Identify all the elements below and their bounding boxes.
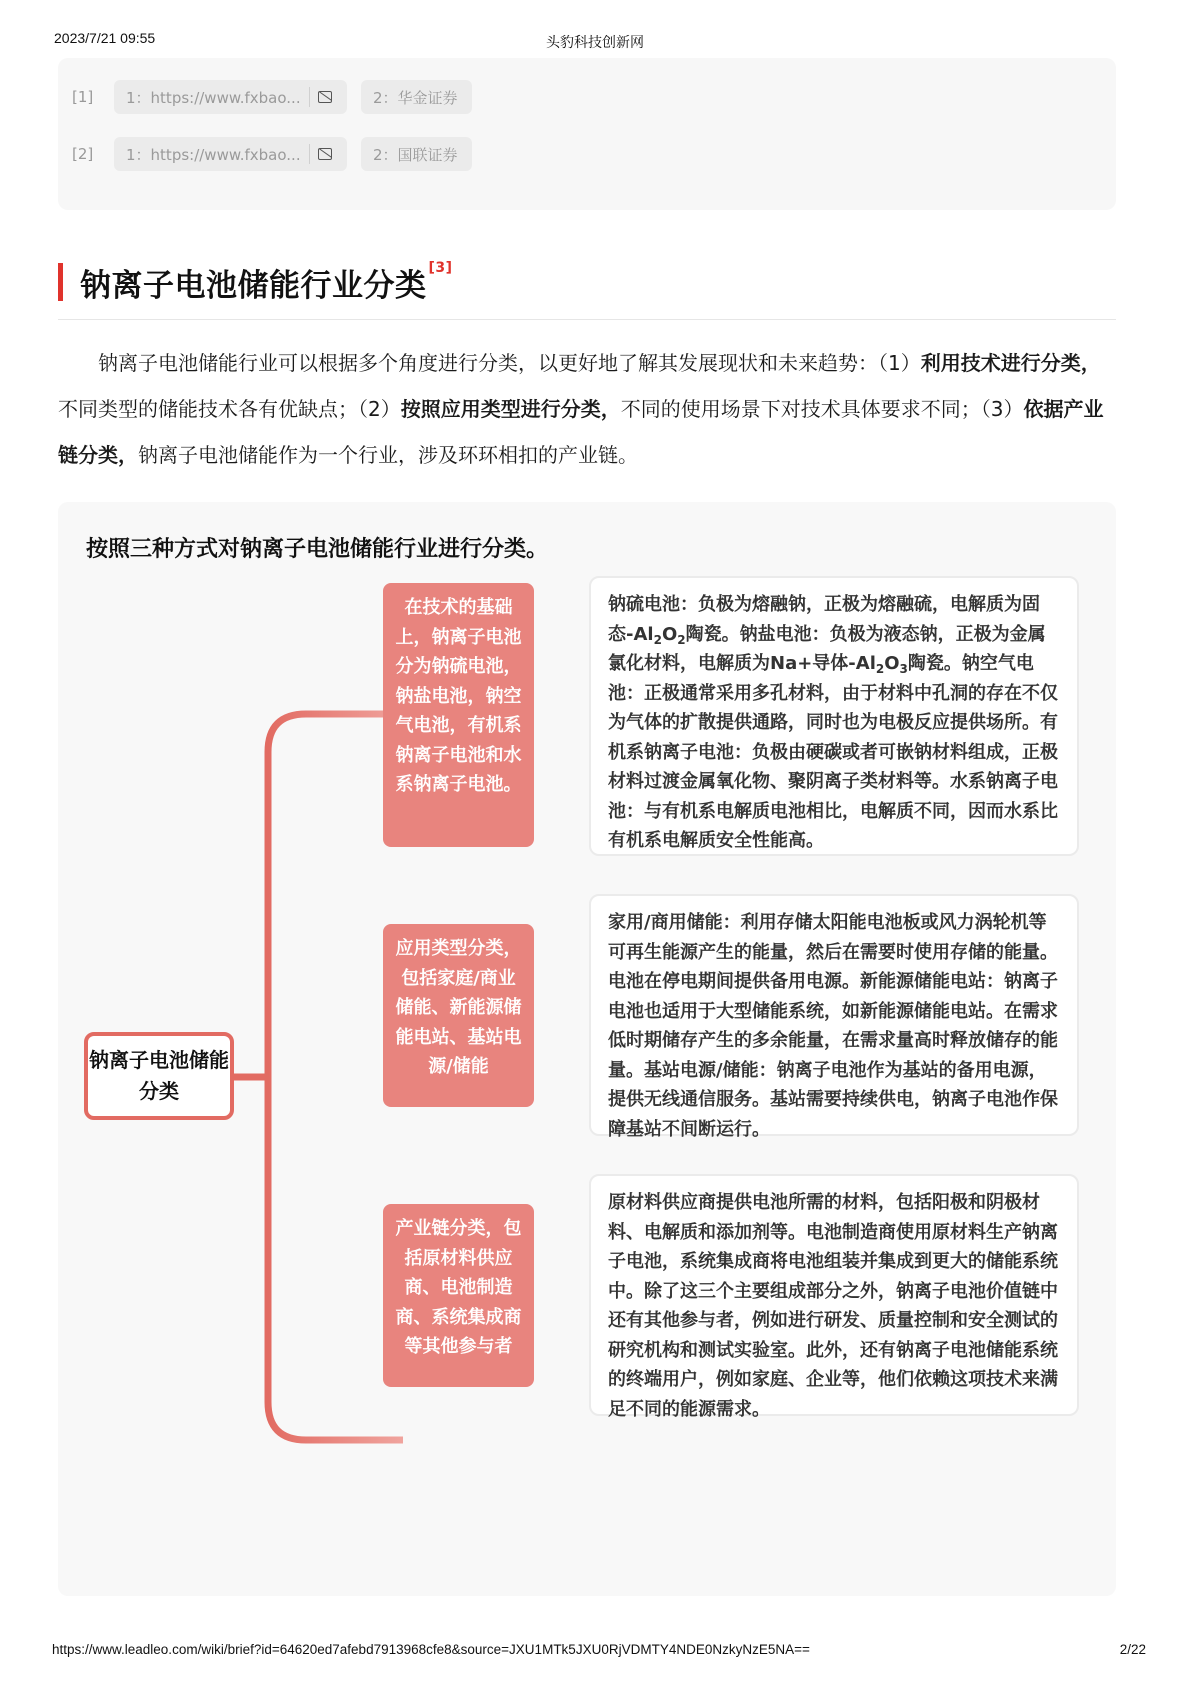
leaf-text: 陶瓷。钠盐电池：负极为液态钠，正极为金属氯化材料，电解质为Na+导体-Al <box>608 623 1046 674</box>
branch-node-industry-chain: 产业链分类，包括原材料供应商、电池制造商、系统集成商等其他参与者 <box>383 1204 534 1387</box>
leaf-node-application-detail: 家用/商用储能：利用存储太阳能电池板或风力涡轮机等可再生能源产生的能量，然后在需要时使用存储的能量。电池在停电期间提供备用电源。新能源储能电站：钠离子电池也适用于大型储能系统，如新能源储能电站。在需求低时期储存产生的多余能量，在需求量高时释放储存的能量。基站电源/储能：钠离子电池作为基站的备用电源，提供无线通信服务。基站需要持续供电，钠离子电池作保障基站不间断运行。 <box>589 894 1079 1136</box>
reference-index: [2] <box>72 145 94 163</box>
intro-text: 钠离子电池储能作为一个行业，涉及环环相扣的产业链。 <box>138 443 638 467</box>
reference-link-chip[interactable] <box>114 80 347 114</box>
print-header <box>0 30 1190 50</box>
intro-text: 钠离子电池储能行业可以根据多个角度进行分类，以更好地了解其发展现状和未来趋势：（1） <box>98 351 921 375</box>
reference-source-chip[interactable] <box>361 137 472 171</box>
references-card <box>58 58 1116 210</box>
mindmap-root-node: 钠离子电池储能分类 <box>84 1032 234 1120</box>
section-divider <box>58 319 1116 320</box>
print-datetime: 2023/7/21 09:55 <box>54 30 156 46</box>
subscript: 2 <box>653 632 662 647</box>
leaf-node-industry-chain-detail: 原材料供应商提供电池所需的材料，包括阳极和阴极材料、电解质和添加剂等。电池制造商使用原材料生产钠离子电池，系统集成商将电池组装并集成到更大的储能系统中。除了这三个主要组成部分之外，钠离子电池价值链中还有其他参与者，例如进行研发、质量控制和安全测试的研究机构和测试实验室。此外，还有钠离子电池储能系统的终端用户，例如家庭、企业等，他们依赖这项技术来满足不同的能源需求。 <box>589 1174 1079 1416</box>
intro-text: 不同的使用场景下对技术具体要求不同；（3） <box>620 397 1024 421</box>
intro-emphasis: 按照应用类型进行分类， <box>400 397 621 421</box>
section-title-text: 钠离子电池储能行业分类 <box>80 267 427 304</box>
reference-source-label: 2：国联证券 <box>373 145 458 164</box>
print-url: https://www.leadleo.com/wiki/brief?id=64620ed7afebd7913968cfe8&source=JXU1MTk5JXU0RjVDMTY4NDE0NzkyNzE5NA== <box>52 1642 810 1657</box>
chip-divider <box>309 87 310 107</box>
leaf-text: 陶瓷。钠空气电池：正极通常采用多孔材料，由于材料中孔洞的存在不仅为气体的扩散提供通路，同时也为电极反应提供场所。有机系钠离子电池：负极由硬碳或者可嵌钠材料组成，正极材料过渡金属氧化物、聚阴离子类材料等。水系钠离子电池：与有机系电解质电池相比，电解质不同，因而水系比有机系电解质安全性能高。 <box>608 653 1058 851</box>
print-footer <box>0 1642 1190 1662</box>
subscript: 2 <box>677 632 686 647</box>
section-heading <box>58 262 453 302</box>
leaf-node-technology-detail <box>589 576 1079 856</box>
intro-emphasis: 依据产业链分类， <box>58 397 1104 467</box>
leaf-text: 钠硫电池：负极为熔融钠，正极为熔融硫，电解质为固态-Al <box>608 594 1040 645</box>
subscript: 3 <box>899 662 908 676</box>
print-site-title: 头豹科技创新网 <box>546 34 644 50</box>
heading-accent-bar <box>58 263 63 301</box>
page-number: 2/22 <box>1119 1642 1146 1657</box>
leaf-text: O <box>884 653 900 674</box>
subscript: 2 <box>875 662 885 676</box>
reference-link-label: 1：https://www.fxbao... <box>126 88 301 107</box>
intro-paragraph <box>58 340 1118 478</box>
reference-index: [1] <box>72 88 94 106</box>
reference-link-label: 1：https://www.fxbao... <box>126 145 301 164</box>
intro-emphasis: 利用技术进行分类， <box>920 351 1101 375</box>
chip-divider <box>309 144 310 164</box>
reference-link-chip[interactable] <box>114 137 347 171</box>
branch-node-application: 应用类型分类，包括家庭/商业储能、新能源储能电站、基站电源/储能 <box>383 924 534 1107</box>
mindmap-figure <box>58 502 1116 1596</box>
image-icon[interactable] <box>318 91 332 103</box>
leaf-text: O <box>661 623 678 645</box>
reference-source-chip[interactable] <box>361 80 472 114</box>
figure-title: 按照三种方式对钠离子电池储能行业进行分类。 <box>86 537 549 562</box>
citation-link[interactable]: [3] <box>428 260 453 277</box>
intro-text: 不同类型的储能技术各有优缺点；（2） <box>58 397 401 421</box>
branch-node-technology: 在技术的基础上，钠离子电池分为钠硫电池，钠盐电池，钠空气电池，有机系钠离子电池和水系钠离子电池。 <box>383 583 534 847</box>
section-title <box>80 260 453 305</box>
image-icon[interactable] <box>318 148 332 160</box>
reference-row <box>72 80 472 114</box>
reference-row <box>72 137 472 171</box>
reference-source-label: 2：华金证券 <box>373 88 458 107</box>
